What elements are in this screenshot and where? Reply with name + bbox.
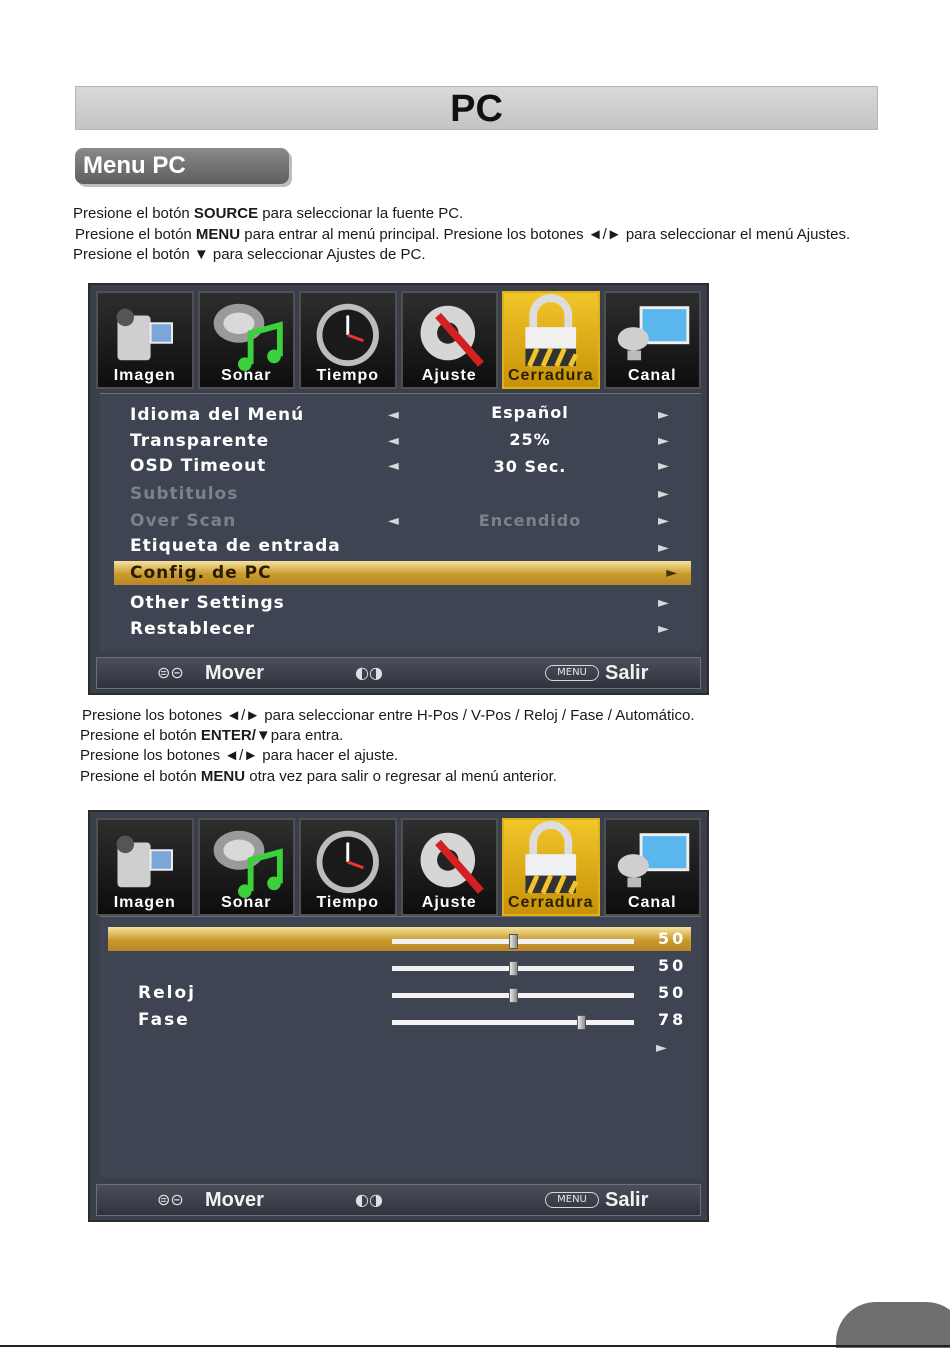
arrow-left-icon[interactable]: ◄ (388, 433, 399, 449)
arrow-right-icon[interactable]: ► (658, 433, 669, 449)
menu-button-icon: MENU (545, 1192, 599, 1208)
arrow-left-icon[interactable]: ◄ (388, 458, 399, 474)
menu-tab-ajuste[interactable] (401, 818, 499, 916)
menu-tab-label: Sonar (221, 367, 272, 384)
menu-tab-label: Cerradura (508, 367, 594, 384)
osd-footer (96, 1184, 701, 1216)
slider-knob[interactable] (509, 961, 518, 976)
menu-item-transparente[interactable]: Transparente (130, 431, 270, 451)
menu-value-idioma: Español (491, 403, 569, 422)
main-menu-icons (96, 818, 701, 916)
pc-slider-fase[interactable] (392, 1020, 634, 1025)
instruction-line-3: Presione los botones ◄/► para hacer el ajuste. (80, 747, 399, 764)
slider-knob[interactable] (509, 934, 518, 949)
menu-tab-cerradura[interactable] (502, 291, 600, 389)
menu-tab-label: Imagen (113, 894, 176, 911)
menu-value-osd-timeout: 30 Sec. (493, 457, 567, 476)
monitor-satellite-icon (606, 820, 700, 900)
main-menu-icons (96, 291, 701, 389)
left-right-buttons-icon: ◐◑ (355, 663, 383, 682)
osd-pc-settings-screen (88, 810, 709, 1222)
camcorder-icon (98, 293, 192, 373)
menu-item-other-settings[interactable]: Other Settings (130, 593, 285, 613)
pc-settings-list (100, 916, 701, 1178)
arrow-left-icon[interactable]: ◄ (388, 407, 399, 423)
menu-item-config-pc-label: Config. de PC (130, 563, 272, 583)
menu-item-config-pc[interactable] (114, 561, 691, 585)
menu-tab-label: Ajuste (421, 894, 477, 911)
pc-slider[interactable] (392, 939, 634, 944)
osd-settings-screen (88, 283, 709, 695)
clock-icon (301, 820, 395, 900)
menu-value-transparente: 25% (509, 430, 551, 449)
footer-move-label: Mover (205, 662, 264, 684)
arrow-right-icon: ► (666, 565, 677, 581)
padlock-icon (504, 293, 598, 373)
arrow-right-icon[interactable]: ► (658, 513, 669, 529)
menu-value-over-scan: Encendido (478, 511, 582, 530)
arrow-right-icon[interactable]: ► (658, 621, 669, 637)
menu-tab-label: Sonar (221, 894, 272, 911)
arrow-right-icon[interactable]: ► (658, 595, 669, 611)
page-title: PC (75, 86, 878, 130)
left-right-buttons-icon: ◐◑ (355, 1190, 383, 1209)
arrow-right-icon[interactable]: ► (658, 407, 669, 423)
osd-footer (96, 657, 701, 689)
intro-line-3: Presione el botón ▼ para seleccionar Ajustes de PC. (73, 246, 426, 263)
menu-tab-label: Tiempo (316, 367, 380, 384)
menu-button-icon: MENU (545, 665, 599, 681)
clock-icon (301, 293, 395, 373)
menu-tab-label: Imagen (113, 367, 176, 384)
page-number-tab (836, 1302, 950, 1348)
gear-wrench-icon (403, 293, 497, 373)
menu-tab-imagen[interactable] (96, 818, 194, 916)
slider-knob[interactable] (509, 988, 518, 1003)
section-title: Menu PC (75, 148, 289, 184)
settings-menu-list (100, 393, 701, 651)
footer-exit-label: Salir (605, 662, 649, 684)
pc-row-value-reloj: 50 (658, 983, 687, 1002)
arrow-right-icon[interactable]: ► (658, 540, 669, 556)
instruction-line-4: Presione el botón MENU otra vez para salir o regresar al menú anterior. (80, 768, 557, 785)
bottom-rule (0, 1345, 950, 1347)
gear-wrench-icon (403, 820, 497, 900)
menu-item-subtitulos[interactable]: Subtitulos (130, 484, 239, 504)
menu-tab-tiempo[interactable] (299, 818, 397, 916)
menu-tab-sonar[interactable] (198, 291, 296, 389)
arrow-left-icon[interactable]: ◄ (388, 513, 399, 529)
pc-slider-reloj[interactable] (392, 993, 634, 998)
pc-row-value: 50 (658, 956, 687, 975)
arrow-right-icon[interactable]: ► (656, 1040, 667, 1056)
slider-knob[interactable] (577, 1015, 586, 1030)
menu-tab-cerradura[interactable] (502, 818, 600, 916)
menu-tab-sonar[interactable] (198, 818, 296, 916)
intro-line-2: Presione el botón MENU para entrar al menú principal. Presione los botones ◄/► para seleccionar el menú Ajustes. (75, 226, 851, 243)
arrow-right-icon[interactable]: ► (658, 486, 669, 502)
menu-tab-label: Canal (627, 894, 677, 911)
menu-tab-canal[interactable] (604, 818, 702, 916)
padlock-icon (504, 820, 598, 900)
menu-item-restablecer[interactable]: Restablecer (130, 619, 255, 639)
pc-row-value-fase: 78 (658, 1010, 687, 1029)
menu-tab-imagen[interactable] (96, 291, 194, 389)
pc-row-value: 50 (658, 929, 687, 948)
menu-item-etiqueta-entrada[interactable]: Etiqueta de entrada (130, 536, 341, 556)
pc-row-label-reloj: Reloj (138, 983, 196, 1003)
instruction-line-2: Presione el botón ENTER/▼para entra. (80, 727, 344, 744)
menu-tab-ajuste[interactable] (401, 291, 499, 389)
up-down-buttons-icon: ⊜⊝ (157, 663, 184, 682)
menu-tab-canal[interactable] (604, 291, 702, 389)
arrow-right-icon[interactable]: ► (658, 458, 669, 474)
menu-tab-label: Ajuste (421, 367, 477, 384)
up-down-buttons-icon: ⊜⊝ (157, 1190, 184, 1209)
footer-move-label: Mover (205, 1189, 264, 1211)
menu-item-idioma[interactable]: Idioma del Menú (130, 405, 305, 425)
camcorder-icon (98, 820, 192, 900)
menu-tab-label: Canal (627, 367, 677, 384)
menu-tab-label: Tiempo (316, 894, 380, 911)
monitor-satellite-icon (606, 293, 700, 373)
menu-item-osd-timeout[interactable]: OSD Timeout (130, 456, 267, 476)
intro-line-1: Presione el botón SOURCE para seleccionar la fuente PC. (73, 205, 464, 222)
pc-row-label-fase: Fase (138, 1010, 190, 1030)
menu-tab-label: Cerradura (508, 894, 594, 911)
menu-tab-tiempo[interactable] (299, 291, 397, 389)
pc-slider[interactable] (392, 966, 634, 971)
instruction-line-1: Presione los botones ◄/► para seleccionar entre H-Pos / V-Pos / Reloj / Fase / Automático. (82, 707, 695, 724)
menu-item-over-scan[interactable]: Over Scan (130, 511, 237, 531)
music-note-icon (200, 820, 294, 900)
music-note-icon (200, 293, 294, 373)
footer-exit-label: Salir (605, 1189, 649, 1211)
